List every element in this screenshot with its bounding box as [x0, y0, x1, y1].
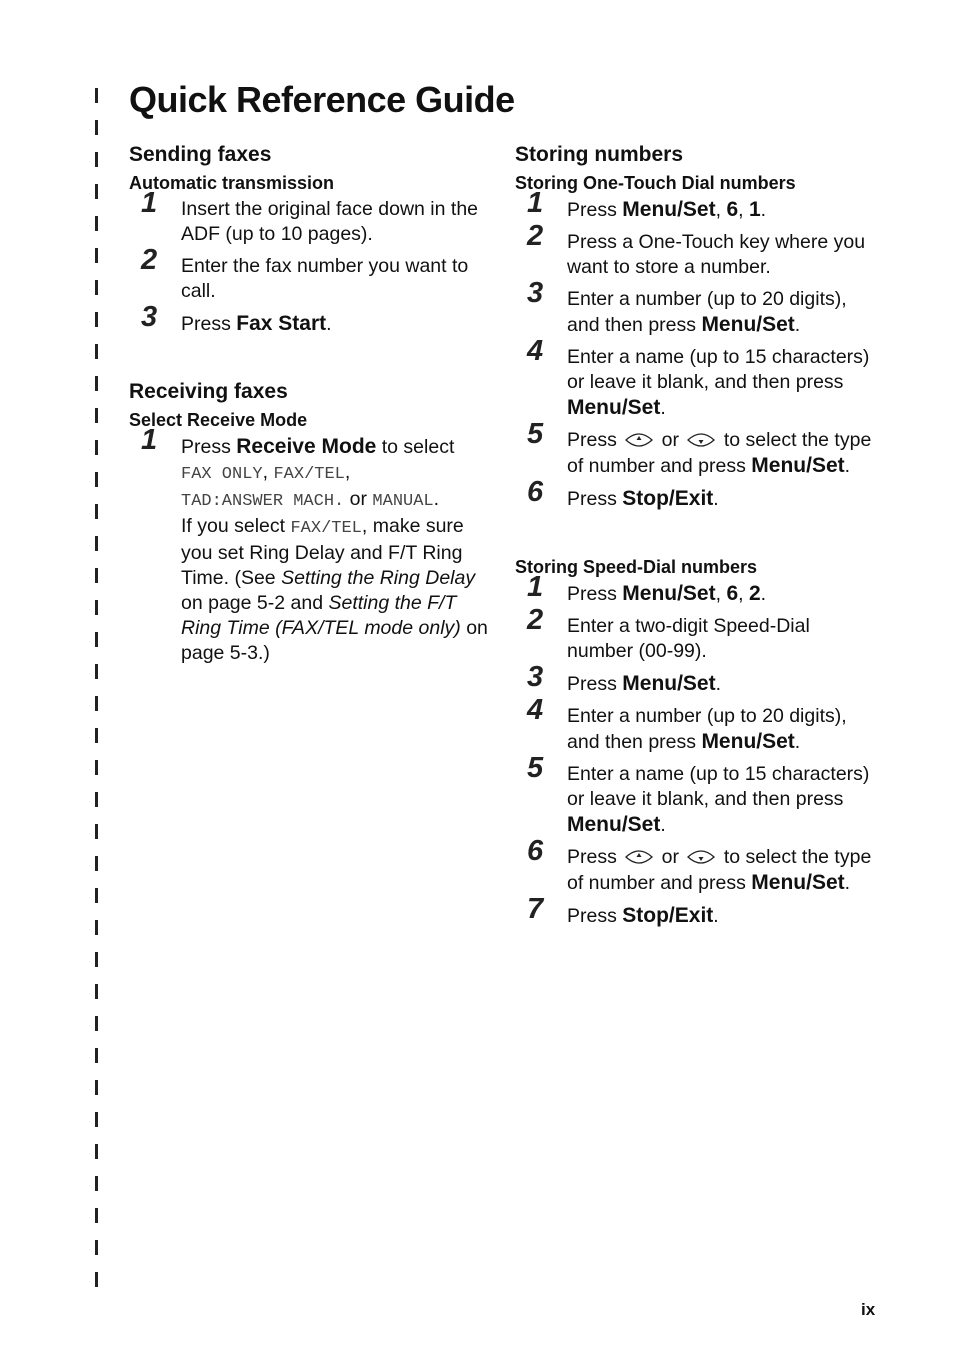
- key-name: 6: [726, 582, 739, 605]
- step-item: [129, 244, 491, 304]
- down-arrow-key-icon: [686, 848, 716, 866]
- step-number: 1: [527, 571, 544, 603]
- step-number: 3: [527, 277, 544, 309]
- step-item: [515, 661, 880, 697]
- step-item: [129, 187, 491, 247]
- step-item: [129, 424, 491, 666]
- receiving-faxes-heading: Receiving faxes: [129, 380, 288, 403]
- step-number: 3: [527, 661, 544, 693]
- step-text: or: [656, 846, 685, 868]
- step-text: .: [794, 314, 801, 336]
- step-number: 6: [527, 476, 544, 508]
- step-item: [515, 476, 880, 512]
- step-item: [515, 277, 880, 338]
- step-text: Insert the original face down in the ADF (up to 10 pages).: [181, 198, 479, 245]
- step-number: 3: [141, 301, 158, 333]
- step-text: ,: [262, 461, 274, 483]
- step-number: 5: [527, 418, 544, 450]
- one-touch-heading: Storing One-Touch Dial numbers: [515, 173, 796, 193]
- step-text: .: [660, 814, 666, 836]
- cross-reference: Setting the F/T Ring Time (FAX/TEL mode only): [181, 592, 461, 639]
- step-text: Press: [567, 488, 623, 510]
- speed-dial-steps: [515, 571, 880, 929]
- step-number: 7: [527, 893, 544, 925]
- step-text: on page 5-3.): [181, 617, 488, 664]
- key-name: 2: [748, 582, 761, 605]
- step-text: .: [433, 488, 440, 510]
- step-number: 2: [141, 244, 158, 276]
- step-text: ,: [738, 199, 749, 221]
- step-text: .: [760, 583, 767, 605]
- step-item: [515, 571, 880, 607]
- step-text: to select: [376, 436, 455, 458]
- sending-steps: [129, 187, 491, 337]
- step-text: ,: [738, 583, 749, 605]
- step-text: Enter a name (up to 15 characters) or leave it blank, and then press: [567, 763, 870, 810]
- select-receive-mode-heading: Select Receive Mode: [129, 410, 308, 430]
- step-text: .: [844, 455, 851, 477]
- step-text: Press: [567, 583, 623, 605]
- key-name: Stop/Exit: [622, 904, 714, 927]
- step-item: [515, 187, 880, 223]
- up-arrow-key-icon: [624, 848, 654, 866]
- step-item: [515, 835, 880, 896]
- key-name: 1: [748, 198, 761, 221]
- lcd-option: TAD:ANSWER MACH.: [181, 492, 345, 511]
- step-text: .: [713, 905, 719, 927]
- lcd-option: MANUAL: [372, 492, 434, 511]
- key-name: Menu/Set: [567, 396, 661, 419]
- page-title: Quick Reference Guide: [129, 79, 515, 120]
- step-text: Press: [567, 673, 623, 695]
- step-item: [515, 694, 880, 755]
- step-text: ,: [715, 583, 727, 605]
- step-text: .: [713, 488, 719, 510]
- step-number: 4: [527, 335, 544, 367]
- step-text: Enter a number (up to 20 digits), and then press: [567, 288, 847, 336]
- step-number: 1: [141, 187, 158, 219]
- automatic-transmission-heading: Automatic transmission: [129, 173, 335, 193]
- step-text: Press: [567, 846, 623, 868]
- step-text: Press a One-Touch key where you want to store a number.: [567, 231, 866, 278]
- step-item: [515, 335, 880, 421]
- binding-cut-line: [95, 88, 98, 1288]
- step-item: [515, 604, 880, 664]
- key-name: Menu/Set: [622, 198, 716, 221]
- step-text: Enter a two-digit Speed-Dial number (00-99).: [567, 615, 810, 662]
- step-text: .: [794, 731, 801, 753]
- storing-numbers-heading: Storing numbers: [515, 143, 684, 166]
- step-item: [129, 301, 491, 337]
- step-text: .: [660, 397, 666, 419]
- lcd-option: FAX/TEL: [290, 519, 362, 538]
- step-text: .: [844, 872, 851, 894]
- sending-faxes-heading: Sending faxes: [129, 143, 272, 166]
- key-name: Menu/Set: [567, 813, 661, 836]
- cross-reference: Setting the Ring Delay: [281, 567, 476, 589]
- key-name: Menu/Set: [701, 313, 795, 336]
- key-name: Menu/Set: [622, 672, 716, 695]
- step-item: [515, 893, 880, 929]
- left-column: [129, 143, 491, 673]
- step-text: ,: [715, 199, 727, 221]
- step-item: [515, 418, 880, 479]
- step-text: .: [326, 313, 332, 335]
- step-text: to select the type of number and press: [567, 846, 872, 894]
- step-text: .: [760, 199, 767, 221]
- step-text: Press: [181, 436, 237, 458]
- receiving-steps: [129, 424, 491, 666]
- step-text: If you select: [181, 515, 291, 537]
- step-number: 2: [527, 220, 544, 252]
- page-number: ix: [861, 1300, 876, 1319]
- step-text: Enter a number (up to 20 digits), and then press: [567, 705, 847, 753]
- step-item: [515, 752, 880, 838]
- step-text: or: [344, 488, 373, 510]
- key-name: Menu/Set: [751, 454, 845, 477]
- down-arrow-key-icon: [686, 431, 716, 449]
- step-text: , make sure you set Ring Delay and F/T Ring Time. (See: [181, 515, 464, 589]
- lcd-option: FAX ONLY: [181, 465, 263, 484]
- right-column: [515, 143, 880, 936]
- step-text: on page 5-2 and: [181, 592, 329, 614]
- step-text: Enter a name (up to 15 characters) or leave it blank, and then press: [567, 346, 870, 393]
- step-number: 5: [527, 752, 544, 784]
- step-text: Press: [181, 313, 237, 335]
- step-number: 6: [527, 835, 544, 867]
- key-name: Receive Mode: [236, 435, 377, 458]
- speed-dial-heading: Storing Speed-Dial numbers: [515, 557, 758, 577]
- step-text: to select the type of number and press: [567, 429, 872, 477]
- key-name: Menu/Set: [751, 871, 845, 894]
- step-text: ,: [344, 461, 351, 483]
- key-name: Menu/Set: [622, 582, 716, 605]
- step-text: Press: [567, 429, 623, 451]
- step-item: [515, 220, 880, 280]
- step-number: 1: [141, 424, 158, 456]
- key-name: Fax Start: [236, 312, 327, 335]
- one-touch-steps: [515, 187, 880, 512]
- step-text: or: [656, 429, 685, 451]
- step-text: .: [715, 673, 722, 695]
- key-name: Menu/Set: [701, 730, 795, 753]
- step-text: Press: [567, 905, 623, 927]
- lcd-option: FAX/TEL: [273, 465, 345, 484]
- step-number: 1: [527, 187, 544, 219]
- up-arrow-key-icon: [624, 431, 654, 449]
- step-text: Enter the fax number you want to call.: [181, 255, 469, 302]
- step-number: 4: [527, 694, 544, 726]
- step-text: Press: [567, 199, 623, 221]
- key-name: Stop/Exit: [622, 487, 714, 510]
- key-name: 6: [726, 198, 739, 221]
- step-number: 2: [527, 604, 544, 636]
